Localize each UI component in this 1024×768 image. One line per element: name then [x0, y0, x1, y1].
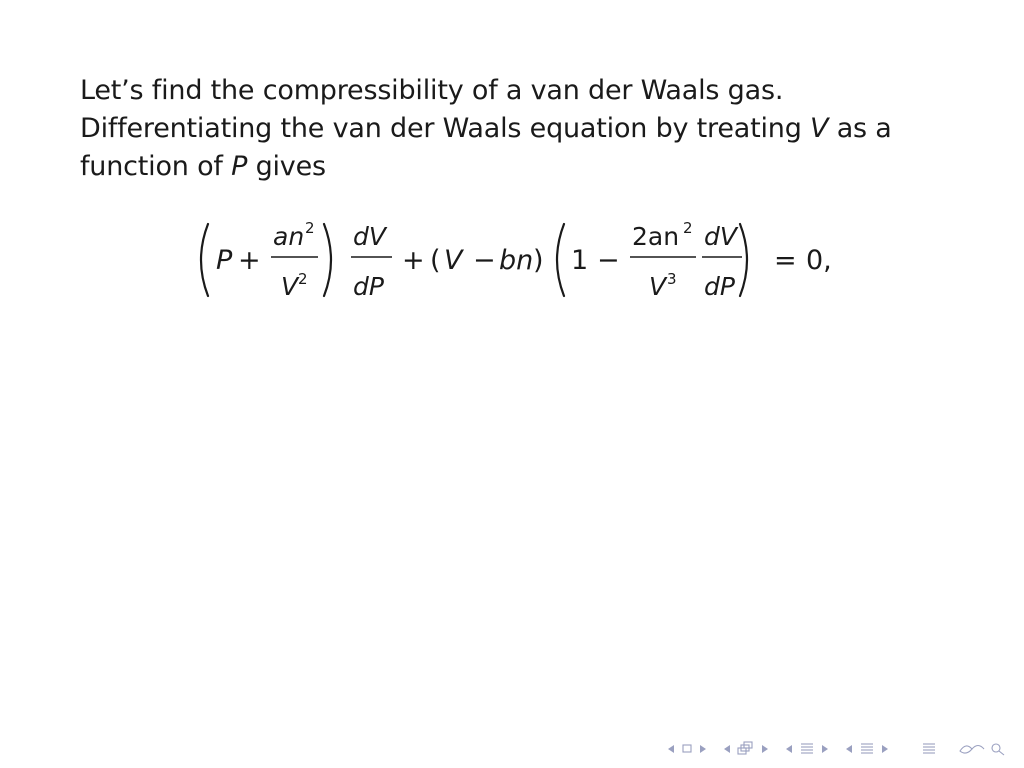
navigation-svg [0, 738, 1024, 762]
big-right-paren-2 [740, 224, 747, 296]
nav-prev-document-icon[interactable] [842, 742, 856, 756]
big-left-paren-2 [557, 224, 564, 296]
nav-search-icon[interactable] [988, 740, 1008, 758]
nav-next-document-icon[interactable] [878, 742, 892, 756]
eq-frac1-den-V: V [281, 272, 299, 301]
variable-V: V [810, 113, 829, 144]
nav-next-subsection-icon[interactable] [758, 742, 772, 756]
paragraph-line-3-text-b: gives [247, 151, 326, 182]
vdw-differentiated-equation [0, 212, 1024, 312]
paragraph-line-2 [80, 110, 960, 148]
eq-frac1-num-exp: 2 [305, 219, 315, 237]
eq-zero-comma: 0, [806, 245, 832, 276]
eq-frac4-num-dV: dV [704, 222, 737, 251]
eq-plus-2: + [402, 245, 425, 276]
nav-document-icon[interactable] [858, 740, 876, 758]
eq-frac3-num-2an: 2an [632, 222, 680, 251]
paragraph-line-2-text-b: as a [828, 113, 892, 144]
nav-frame-icon[interactable] [680, 742, 694, 756]
nav-appendix-icon[interactable] [920, 740, 938, 758]
eq-P: P [216, 245, 233, 276]
eq-frac1-den-exp: 2 [298, 270, 308, 288]
slide-paragraph [80, 72, 960, 186]
nav-prev-section-icon[interactable] [782, 742, 796, 756]
big-right-paren-1 [324, 224, 331, 296]
eq-frac3-num-exp: 2 [683, 219, 693, 237]
eq-minus-1: − [473, 245, 496, 276]
eq-frac1-num-an: an [273, 222, 305, 251]
eq-frac3-den-V: V [649, 272, 667, 301]
paragraph-line-3-text-a: function of [80, 151, 232, 182]
eq-frac3-den-exp: 3 [667, 270, 677, 288]
eq-V: V [444, 245, 463, 276]
eq-frac2-den-dP: dP [353, 272, 384, 301]
beamer-navigation-bar [0, 738, 1024, 762]
big-left-paren-1 [201, 224, 208, 296]
nav-prev-subsection-icon[interactable] [720, 742, 734, 756]
nav-prev-frame-icon[interactable] [664, 742, 678, 756]
eq-plus-1: + [238, 245, 261, 276]
nav-subsection-icon[interactable] [736, 740, 756, 758]
nav-next-section-icon[interactable] [818, 742, 832, 756]
eq-frac4-den-dP: dP [704, 272, 735, 301]
nav-back-icon[interactable] [956, 740, 986, 758]
eq-equals: = [774, 245, 797, 276]
eq-minus-2: − [597, 245, 620, 276]
nav-section-icon[interactable] [798, 740, 816, 758]
paragraph-line-2-text-a: Differentiating the van der Waals equation by treating [80, 113, 811, 144]
eq-bn: bn [499, 245, 534, 276]
equation-svg [0, 212, 1024, 312]
paragraph-line-1: Let’s find the compressibility of a van der Waals gas. [80, 75, 784, 106]
paragraph-line-3 [80, 148, 960, 186]
eq-frac2-num-dV: dV [353, 222, 386, 251]
variable-P: P [231, 151, 248, 182]
eq-close-paren: ) [533, 245, 544, 276]
eq-one: 1 [571, 245, 589, 276]
nav-next-frame-icon[interactable] [696, 742, 710, 756]
eq-open-paren: ( [430, 245, 441, 276]
